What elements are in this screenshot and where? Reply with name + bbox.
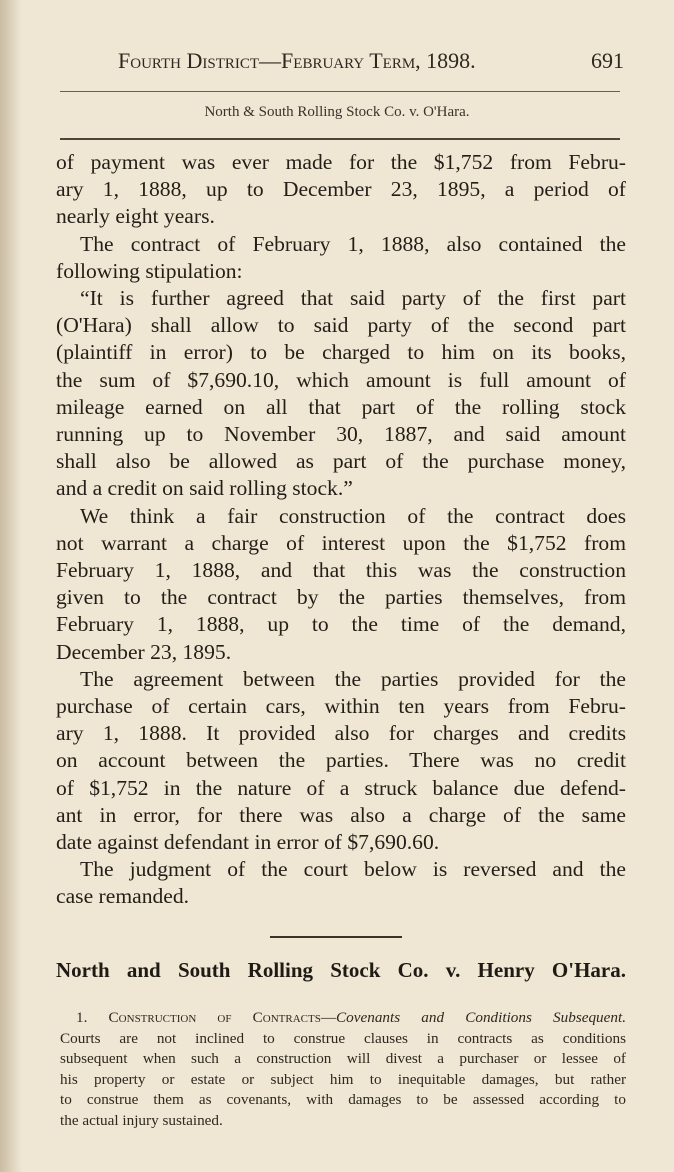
headnote-line: the actual injury sustained. — [60, 1111, 223, 1129]
text-line: and a credit on said rolling stock.” — [56, 476, 353, 501]
running-head-title: Fourth District—February Term, 1898. — [118, 48, 476, 73]
text-line: February 1, 1888, and that this was the construction — [56, 558, 626, 583]
header-rule-thick — [60, 138, 620, 140]
text-line: mileage earned on all that part of the rolling stock — [56, 394, 626, 419]
paragraph — [56, 503, 626, 530]
paragraph — [56, 856, 626, 883]
text-line: The agreement between the parties provided for the — [80, 666, 626, 691]
headnote-subtopic: Covenants and Conditions Subsequent. — [336, 1009, 627, 1026]
text-line: following stipulation: — [56, 258, 243, 283]
text-line: running up to November 30, 1887, and said amount — [56, 422, 626, 447]
paragraph — [56, 829, 626, 856]
text-line: of payment was ever made for the $1,752 from Febru- — [56, 150, 626, 174]
headnote — [60, 1008, 626, 1132]
text-line: ary 1, 1888. It provided also for charges and credits — [56, 721, 626, 746]
page-edge-shadow — [0, 0, 22, 1172]
text-line: case remanded. — [56, 884, 190, 909]
paragraph — [56, 149, 626, 203]
text-line: date against defendant in error of $7,690.60. — [56, 830, 440, 855]
headnote-first-line — [60, 1008, 626, 1029]
case-header: North & South Rolling Stock Co. v. O'Hara. — [204, 104, 470, 120]
headnote-line: his property or estate or subject him to inequitable damages, but rather — [60, 1070, 626, 1088]
paragraph — [56, 231, 626, 258]
paragraph — [56, 285, 626, 312]
paragraph — [56, 530, 626, 639]
text-line: of $1,752 in the nature of a struck balance due defend- — [56, 775, 626, 800]
headnote-topic: Construction of Contracts— — [108, 1009, 337, 1026]
section-divider — [270, 936, 402, 938]
text-line: December 23, 1895. — [56, 639, 232, 664]
text-line: given to the contract by the parties themselves, from — [56, 585, 626, 610]
paragraph — [56, 693, 626, 829]
text-line: ant in error, for there was also a charge of the same — [56, 802, 626, 827]
paragraph — [56, 639, 626, 666]
text-line: We think a fair construction of the contract does — [80, 503, 626, 528]
text-line: on account between the parties. There was no credit — [56, 748, 626, 773]
case-title: North and South Rolling Stock Co. v. Henry O'Hara. — [56, 958, 626, 982]
headnote-number: 1. — [76, 1009, 88, 1026]
paragraph — [56, 475, 626, 502]
text-line: The contract of February 1, 1888, also contained the — [80, 231, 626, 256]
text-line: the sum of $7,690.10, which amount is full amount of — [56, 367, 626, 392]
headnote-line: Courts are not inclined to construe clauses in contracts as conditions — [60, 1029, 626, 1047]
paragraph — [56, 312, 626, 475]
text-line: The judgment of the court below is reversed and the — [80, 857, 626, 882]
header-rule — [60, 91, 620, 92]
text-line: shall also be allowed as part of the purchase money, — [56, 449, 626, 474]
text-line: nearly eight years. — [56, 204, 215, 229]
running-head — [118, 48, 624, 74]
text-line: ary 1, 1888, up to December 23, 1895, a period of — [56, 177, 626, 202]
text-line: purchase of certain cars, within ten years from Febru- — [56, 694, 626, 719]
paragraph — [56, 883, 626, 910]
paragraph — [56, 203, 626, 230]
paragraph — [56, 666, 626, 693]
text-line: February 1, 1888, up to the time of the demand, — [56, 612, 626, 637]
opinion-body — [56, 149, 626, 911]
text-line: (O'Hara) shall allow to said party of the second part — [56, 313, 626, 338]
text-line: “It is further agreed that said party of the first part — [80, 286, 626, 311]
headnote-line: to construe them as covenants, with damages to be assessed according to — [60, 1091, 626, 1109]
text-line: (plaintiff in error) to be charged to him on its books, — [56, 340, 626, 365]
paragraph — [56, 258, 626, 285]
page-number: 691 — [591, 48, 624, 73]
headnote-line: subsequent when such a construction will divest a purchaser or lessee of — [60, 1050, 626, 1068]
text-line: not warrant a charge of interest upon the $1,752 from — [56, 530, 626, 555]
